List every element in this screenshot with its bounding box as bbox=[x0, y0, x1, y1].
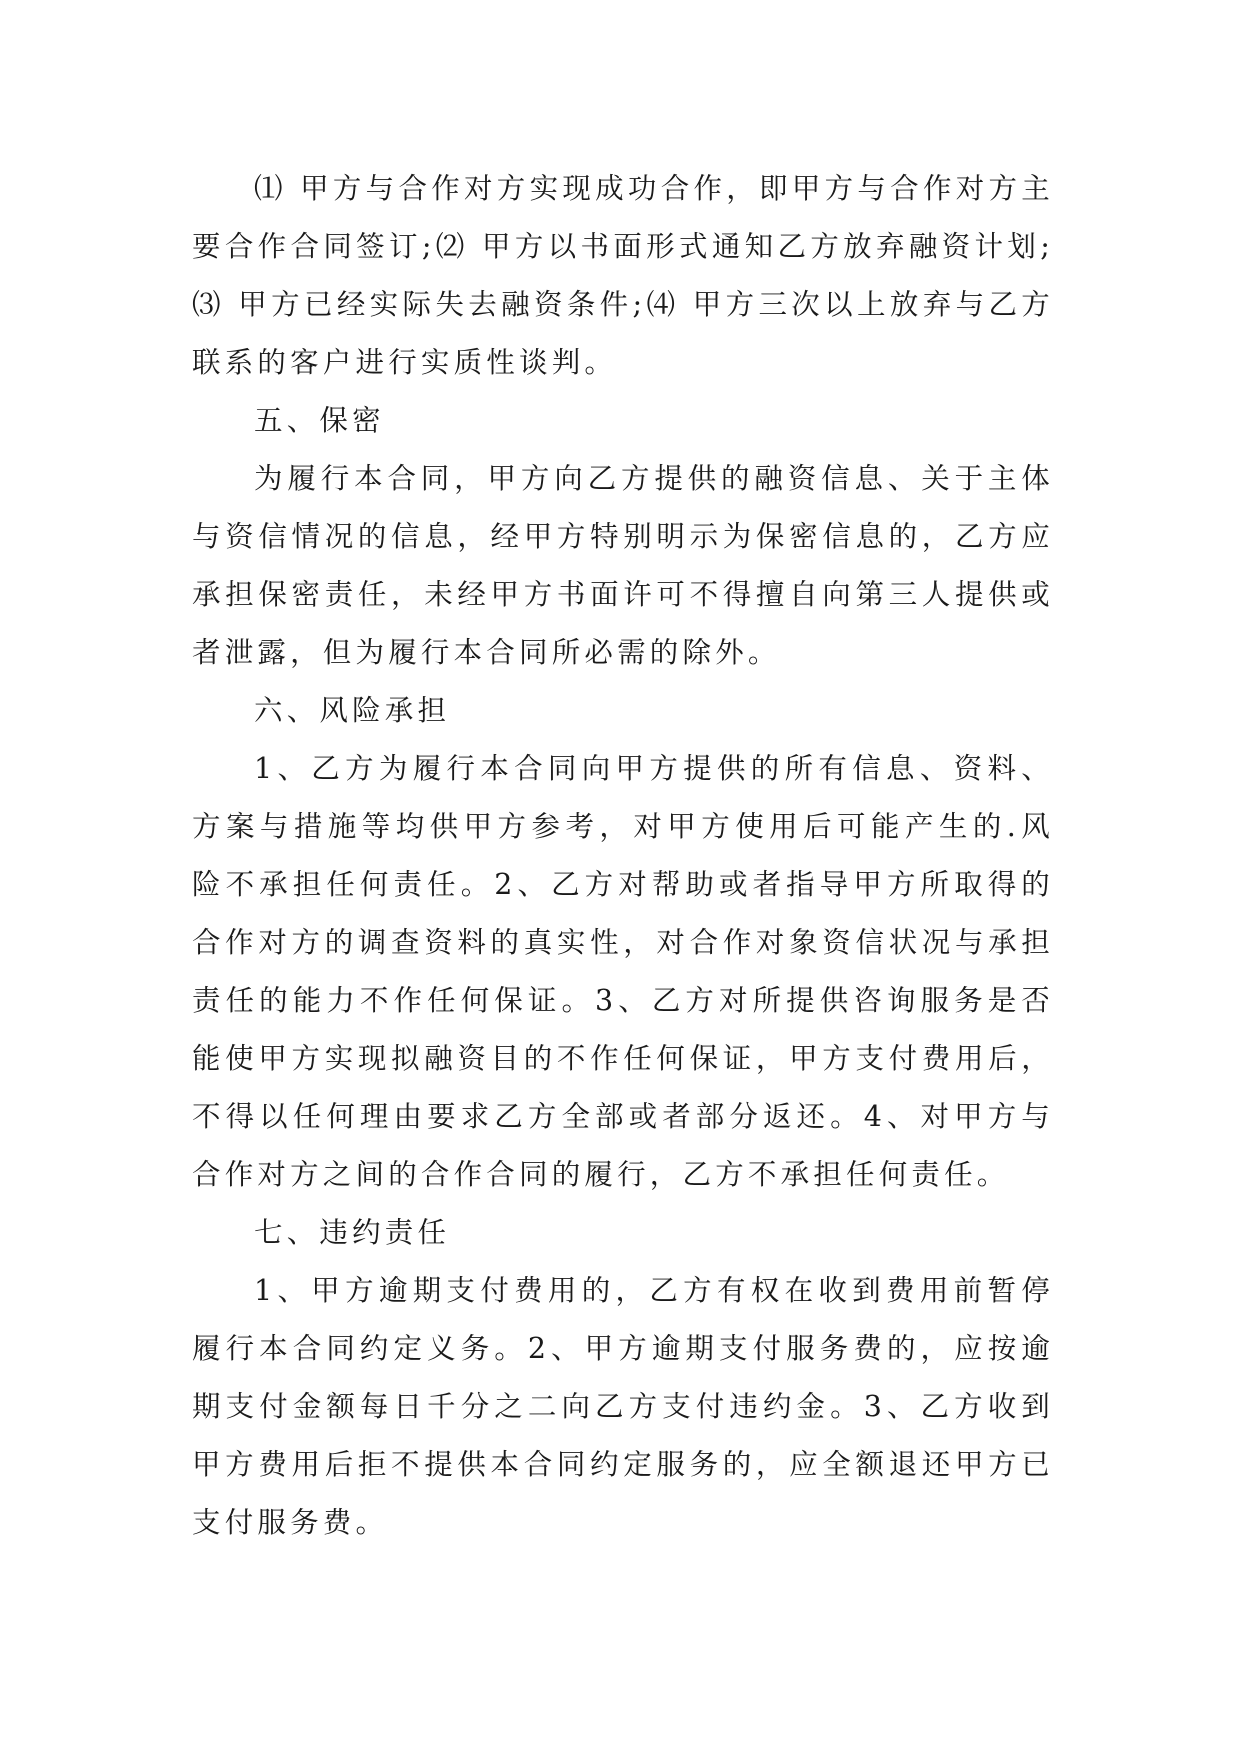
clause-4-conditions: ⑴ 甲方与合作对方实现成功合作，即甲方与合作对方主要合作合同签订;⑵ 甲方以书面形式通知乙方放弃融资计划;⑶ 甲方已经实际失去融资条件;⑷ 甲方三次以上放弃与乙方联系的客户进行实质性谈判。 bbox=[192, 172, 1054, 379]
section-6-body: 1、乙方为履行本合同向甲方提供的所有信息、资料、方案与措施等均供甲方参考，对甲方使用后可能产生的.风险不承担任何责任。2、乙方对帮助或者指导甲方所取得的合作对方的调查资料的真实性，对合作对象资信状况与承担责任的能力不作任何保证。3、乙方对所提供咨询服务是否能使甲方实现拟融资目的不作任何保证，甲方支付费用后，不得以任何理由要求乙方全部或者部分返还。4、对甲方与合作对方之间的合作合同的履行，乙方不承担任何责任。 bbox=[192, 752, 1054, 1191]
section-7-body: 1、甲方逾期支付费用的，乙方有权在收到费用前暂停履行本合同约定义务。2、甲方逾期支付服务费的，应按逾期支付金额每日千分之二向乙方支付违约金。3、乙方收到甲方费用后拒不提供本合同约定服务的，应全额退还甲方已支付服务费。 bbox=[192, 1274, 1054, 1539]
section-6-heading: 六、风险承担 bbox=[254, 694, 451, 727]
section-5-body: 为履行本合同，甲方向乙方提供的融资信息、关于主体与资信情况的信息，经甲方特别明示为保密信息的，乙方应承担保密责任，未经甲方书面许可不得擅自向第三人提供或者泄露，但为履行本合同所必需的除外。 bbox=[192, 462, 1054, 669]
document-body bbox=[192, 160, 1054, 1552]
section-5-heading: 五、保密 bbox=[254, 404, 385, 437]
section-7-heading: 七、违约责任 bbox=[254, 1216, 451, 1249]
